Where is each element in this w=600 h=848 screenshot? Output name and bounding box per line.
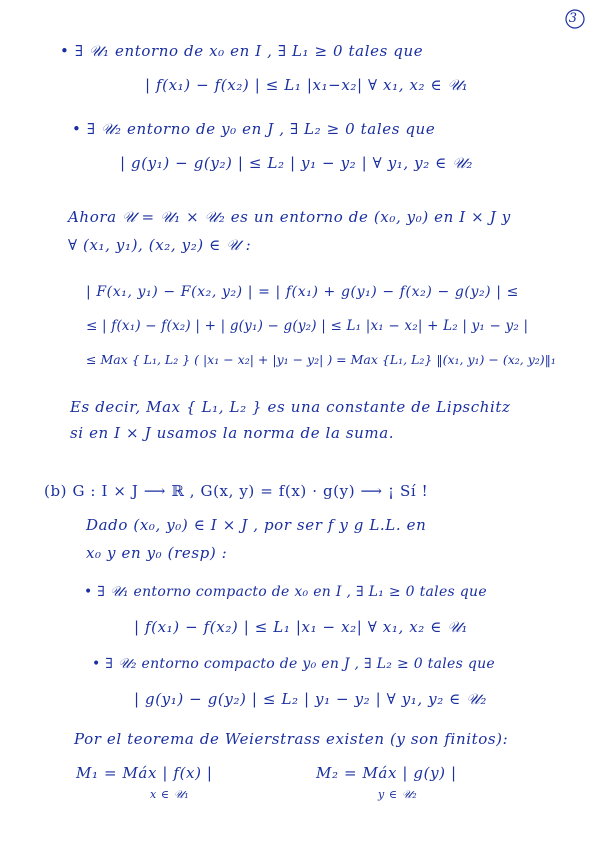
b-bullet-1: • ∃ 𝒰₁ entorno compacto de x₀ en I , ∃ L₁ ≥ 0 tales que bbox=[84, 584, 487, 600]
b-inequality-1: | f(x₁) − f(x₂) | ≤ L₁ |x₁ − x₂| ∀ x₁, x₂ ∈ 𝒰₁ bbox=[134, 618, 469, 636]
b-dado-2: x₀ y en y₀ (resp) : bbox=[86, 544, 228, 562]
a-bullet-1: • ∃ 𝒰₁ entorno de x₀ en I , ∃ L₁ ≥ 0 tales que bbox=[60, 42, 424, 60]
a-calc-line-3: ≤ Max { L₁, L₂ } ( |x₁ − x₂| + |y₁ − y₂| ) = Max {L₁, L₂} ‖(x₁, y₁) − (x₂, y₂)‖₁ bbox=[86, 352, 556, 367]
b-m2-subscript: y ∈ 𝒰₂ bbox=[378, 788, 418, 801]
a-ahora-line-2: ∀ (x₁, y₁), (x₂, y₂) ∈ 𝒰 : bbox=[68, 236, 252, 254]
a-ahora-line-1: Ahora 𝒰 = 𝒰₁ × 𝒰₂ es un entorno de (x₀, y₀) en I × J y bbox=[68, 208, 511, 226]
b-m2: M₂ = Máx | g(y) | bbox=[316, 764, 457, 782]
a-inequality-2: | g(y₁) − g(y₂) | ≤ L₂ | y₁ − y₂ | ∀ y₁, y₂ ∈ 𝒰₂ bbox=[120, 154, 473, 172]
page-number: 3 bbox=[568, 11, 577, 26]
b-dado-1: Dado (x₀, y₀) ∈ I × J , por ser f y g L.L. en bbox=[86, 516, 427, 534]
a-es-decir-1: Es decir, Max { L₁, L₂ } es una constante de Lipschitz bbox=[70, 398, 511, 416]
b-m1-subscript: x ∈ 𝒰₁ bbox=[150, 788, 190, 801]
b-m1: M₁ = Máx | f(x) | bbox=[76, 764, 213, 782]
a-calc-line-1: | F(x₁, y₁) − F(x₂, y₂) | = | f(x₁) + g(y₁) − f(x₂) − g(y₂) | ≤ bbox=[86, 284, 519, 300]
b-heading: (b) G : I × J ⟶ ℝ , G(x, y) = f(x) · g(y) ⟶ ¡ Sí ! bbox=[44, 482, 429, 500]
b-weierstrass: Por el teorema de Weierstrass existen (y son finitos): bbox=[74, 730, 509, 748]
b-inequality-2: | g(y₁) − g(y₂) | ≤ L₂ | y₁ − y₂ | ∀ y₁, y₂ ∈ 𝒰₂ bbox=[134, 690, 487, 708]
a-inequality-1: | f(x₁) − f(x₂) | ≤ L₁ |x₁−x₂| ∀ x₁, x₂ ∈ 𝒰₁ bbox=[145, 76, 469, 94]
a-calc-line-2: ≤ | f(x₁) − f(x₂) | + | g(y₁) − g(y₂) | ≤ L₁ |x₁ − x₂| + L₂ | y₁ − y₂ | bbox=[86, 318, 529, 334]
a-bullet-2: • ∃ 𝒰₂ entorno de y₀ en J , ∃ L₂ ≥ 0 tales que bbox=[72, 120, 436, 138]
a-es-decir-2: si en I × J usamos la norma de la suma. bbox=[70, 424, 395, 442]
b-bullet-2: • ∃ 𝒰₂ entorno compacto de y₀ en J , ∃ L₂ ≥ 0 tales que bbox=[92, 656, 496, 672]
